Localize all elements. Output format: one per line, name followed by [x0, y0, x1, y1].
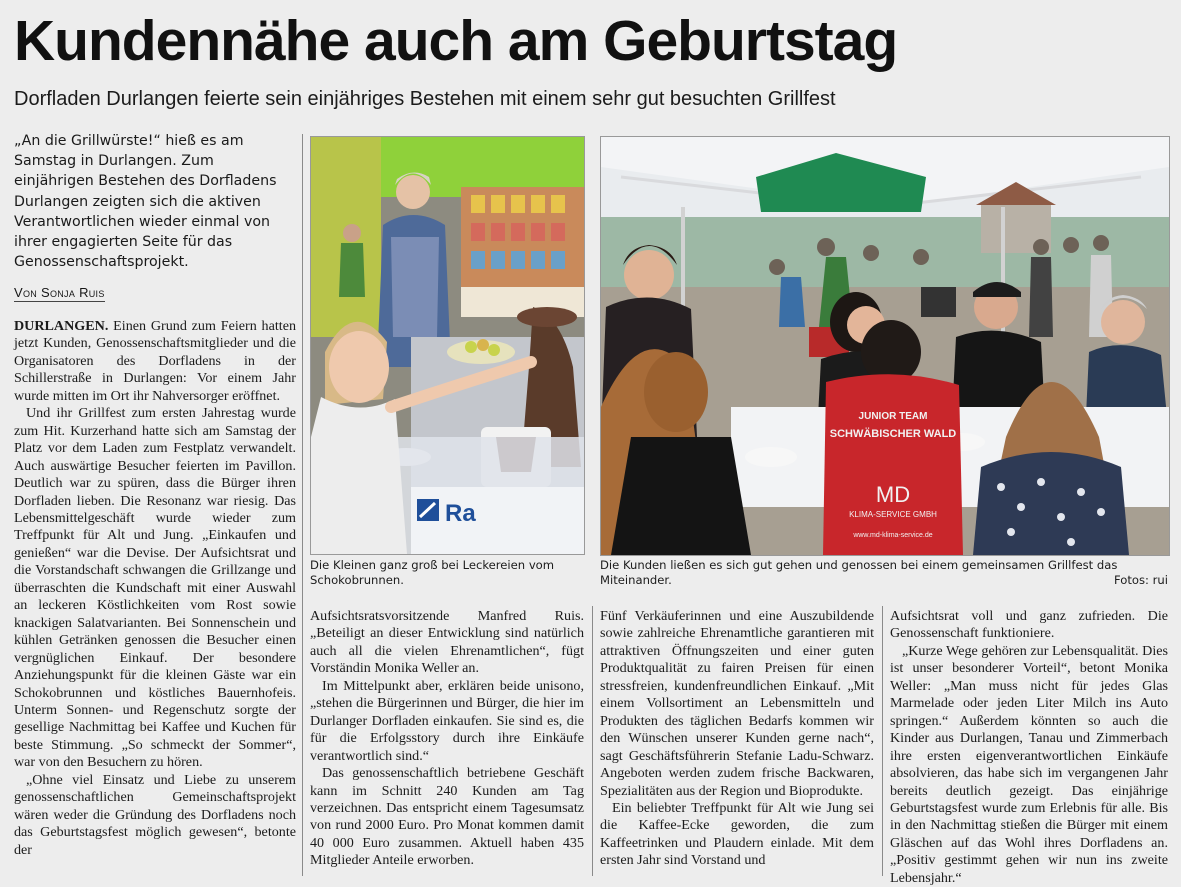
article-column-4	[890, 608, 1168, 887]
paragraph: Im Mittelpunkt aber, erklären beide unisono, „stehen die Bürgerinnen und Bürger, die hier im Durlanger Dorfladen einkaufen. Sie sind es, die für die Erfolgsstory durch ihre Einkäufe verantwortlich sind.“	[310, 677, 584, 764]
paragraph: Fünf Verkäuferinnen und eine Auszubildende sowie zahlreiche Ehrenamtliche garantieren mit attraktiven Öffnungszeiten und einer guten Produktqualität zu fairen Preisen für einen stressfreien, kundenfreundlichen Einkauf. „Mit einem Vollsortiment an Lebensmitteln und Produkten des täglichen Bedarfs kommen wir den Wünschen unserer Kunden gerne nach“, sagt Geschäftsführerin Stefanie Ladu-Schwarz. Angeboten werden zudem frische Backwaren, Spezialitäten aus der Region und Bioprodukte.	[600, 608, 874, 799]
paragraph: Aufsichtsrat voll und ganz zufrieden. Die Genossenschaft funktioniere.	[890, 608, 1168, 642]
photo-schokobrunnen	[310, 136, 585, 555]
photo-grillfest	[600, 136, 1170, 556]
paragraph: Und ihr Grillfest zum ersten Jahrestag wurde zum Hit. Kurzerhand hatte sich am Samstag der Platz vor dem Laden zum Festplatz verwandelt. Auch auswärtige Besucher feierten im Pavillon. Deutlich war zu spüren, dass die Bürger ihren Dorfladen lieben. Die Resonanz war riesig. Das Lebensmittelgeschäft wurde wieder zum Treffpunkt für Alt und Jung. „Einkaufen und genießen“ war die Devise. Der Aufsichtsrat und die Vorstandschaft schwangen die Grillzange und überraschten die Kundschaft mit einer Auswahl an leckeren Köstlichkeiten vom Rost sowie knackigen Salatvarianten. Bei Sonnenschein und kühlen Getränken genossen die Besucher einen vergnüglichen Einkauf. Der besondere Anziehungspunkt für die kleinen Gäste war ein Schokobrunnen und köstliches Bauernhofeis. Unterm Sonnen- und Regenschutz sorgte der gesellige Nachmittag bei Kaffee und Kuchen für beste Stimmung. „So schmeckt der Sommer“, war von den Besuchern zu hören.	[14, 405, 296, 771]
lead-paragraph: „An die Grillwürste!“ hieß es am Samstag in Durlangen. Zum einjährigen Bestehen des Dorfladens Durlangen zeigten sich die aktiven Verantwortlichen wieder einmal von ihrer engagierten Seite für das Genossenschaftsprojekt.	[14, 133, 277, 271]
paragraph-text: Einen Grund zum Feiern hatten jetzt Kunden, Genossenschaftsmitglieder und die Organisatoren des Dorfladens in der Schillerstraße in Durlangen: Vor einem Jahr wurde mitten im Ort ihr Nahversorger eröffnet.	[14, 318, 296, 404]
photo-credit: Fotos: rui	[1114, 573, 1168, 587]
article-column-2	[310, 608, 584, 870]
caption-photo-2-text: Die Kunden ließen es sich gut gehen und genossen bei einem gemeinsamen Grillfest das Miteinander.	[600, 558, 1118, 587]
headline: Kundennähe auch am Geburtstag	[14, 9, 898, 73]
dateline: DURLANGEN.	[14, 318, 109, 334]
subheadline: Dorfladen Durlangen feierte sein einjähriges Bestehen mit einem sehr gut besuchten Grillfest	[14, 88, 836, 110]
photo-chocolate-fountain-image	[311, 137, 584, 554]
column-divider	[882, 606, 883, 876]
shirt-url: www.md-klima-service.de	[853, 532, 933, 539]
column-divider	[302, 134, 303, 876]
shirt-logo: MD	[875, 482, 911, 507]
shirt-company: KLIMA-SERVICE GMBH	[849, 510, 937, 519]
paragraph: Aufsichtsratsvorsitzende Manfred Ruis. „Beteiligt an dieser Entwicklung sind natürlich auch all die vielen Ehrenamtlichen“, fügt Vorständin Monika Weller an.	[310, 608, 584, 677]
byline: Von Sonja Ruis	[14, 285, 105, 300]
caption-photo-1: Die Kleinen ganz groß bei Leckereien vom Schokobrunnen.	[310, 558, 555, 587]
photo-grillfest-image	[601, 137, 1169, 555]
paragraph: Ein beliebter Treffpunkt für Alt wie Jung sei die Kaffee-Ecke geworden, die zum Kaffeetrinken und Plaudern einlade. Mit dem ersten Jahr sind Vorstand und	[600, 799, 874, 869]
bank-sign-text: Ra	[445, 500, 476, 527]
paragraph: Das genossenschaftlich betriebene Geschäft kann im Schnitt 240 Kunden am Tag verzeichnen. Das entspricht einem Tagesumsatz von rund 2000 Euro. Pro Monat kommen damit 40 000 Euro zusammen. Aktuell haben 435 Mitglieder Anteile erworben.	[310, 765, 584, 869]
article-column-1	[14, 318, 296, 859]
shirt-line-1: JUNIOR TEAM	[858, 411, 928, 422]
paragraph	[14, 318, 296, 405]
column-divider	[592, 606, 593, 876]
paragraph: „Kurze Wege gehören zur Lebensqualität. Dies ist unser besonderer Vorteil“, betont Monika Weller: „Man muss nicht für jedes Glas Marmelade oder jeden Liter Milch ins Auto springen.“ Außerdem könnten so auch die Kinder aus Durlangen, Tanau und Zimmerbach ihre ersten eigenverantwortlichen Einkäufe absolvieren, das habe sich im vergangenen Jahr bereits deutlich gezeigt. Das einjährige Geburtstagsfest wurde zum Erlebnis für alle. Bis in den Nachmittag stießen die Bürger mit einem Gläschen auf das Wohl ihres Dorfladens an. „Positiv gestimmt gehen wir nun ins zweite Lebensjahr.“	[890, 642, 1168, 886]
article-column-3	[600, 608, 874, 870]
shirt-line-2: SCHWÄBISCHER WALD	[829, 428, 957, 440]
caption-photo-2	[600, 558, 1168, 588]
paragraph: „Ohne viel Einsatz und Liebe zu unserem genossenschaftlichen Gemeinschaftsprojekt wären weder die Gründung des Dorfladens noch das Geburtstagsfest möglich gewesen“, betonte der	[14, 771, 296, 858]
